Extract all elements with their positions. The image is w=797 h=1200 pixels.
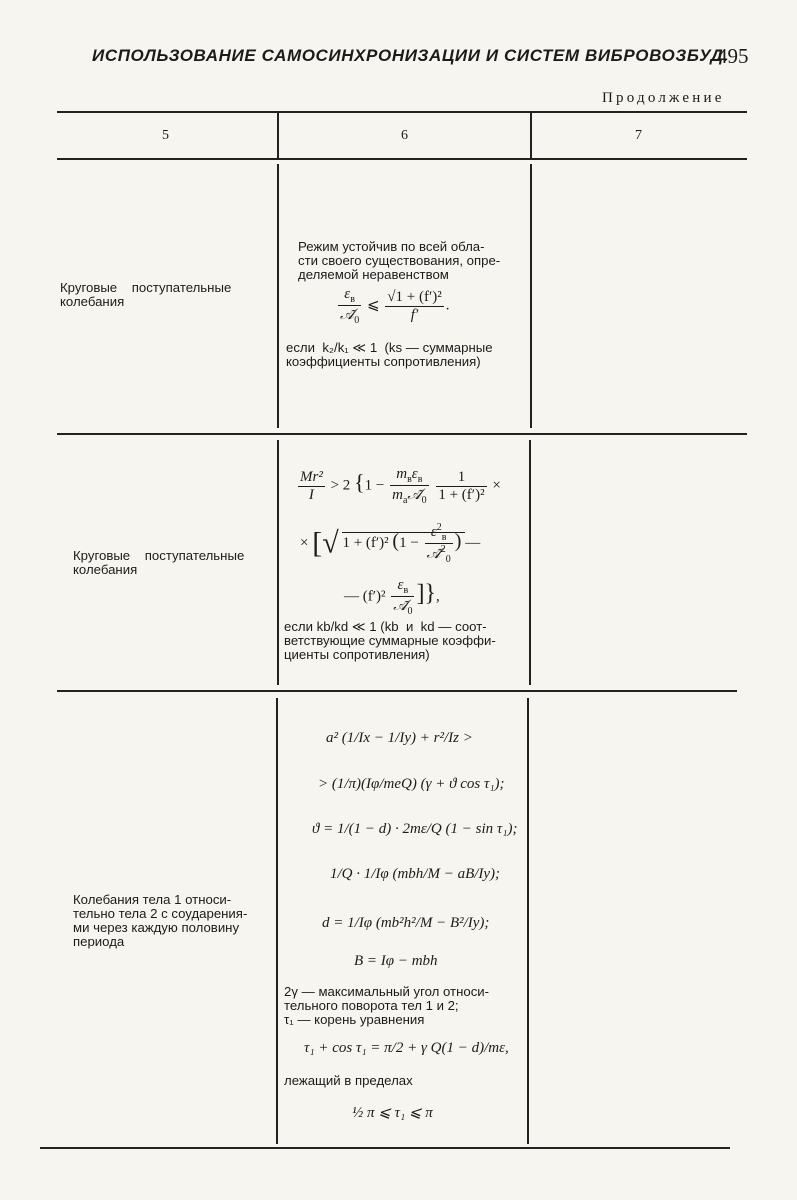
- row2-col6-note: [284, 620, 526, 662]
- a3-den-sub: 0: [407, 606, 413, 617]
- eps-over-a0-fraction: [391, 577, 414, 617]
- mv-sub: в: [407, 474, 412, 485]
- a0-sub: 0: [421, 495, 427, 506]
- row1-intro-line3: деляемой неравенством: [298, 267, 449, 282]
- row3-col5-line1: Колебания тела 1 относи-: [73, 892, 232, 907]
- row1-col5-line2: колебания: [60, 294, 125, 309]
- row2-note-line2: ветствующие суммарные коэффи-: [284, 633, 496, 648]
- comma: ,: [435, 588, 440, 605]
- eps-sub: в: [441, 532, 447, 543]
- page-number: 495: [717, 44, 749, 68]
- row1-bottom-rule: [57, 433, 747, 435]
- row3-col5-line3: ми через каждую половину: [73, 920, 240, 935]
- a-den-sup: 2: [440, 544, 446, 555]
- a-den: 𝒜̃: [426, 546, 441, 562]
- lhs-num-sub: в: [350, 294, 355, 305]
- open-brace: {: [354, 469, 365, 495]
- lhs-num: ε: [344, 286, 351, 302]
- minus-f2: — (f′)²: [344, 588, 386, 605]
- table-bottom-rule: [40, 1147, 730, 1149]
- row3-formula-2: ϑ = 1/(1 − d) · 2mε/Q (1 − sin τ₁);: [312, 821, 518, 837]
- row3-col5-line4: периода: [73, 934, 125, 949]
- row1-note-line2: коэффициенты сопротивления): [286, 354, 481, 369]
- one-plus-f2: 1 + (f′)²: [438, 486, 485, 503]
- a3-den: 𝒜̃: [393, 598, 408, 614]
- row3-formula-5: B = Iφ − mbh: [354, 953, 438, 969]
- row2-col5-line1: Круговые поступательные: [73, 548, 245, 563]
- eps2-over-a2-fraction: [425, 522, 453, 565]
- row2-col5-line2: колебания: [73, 562, 138, 577]
- one-plus-f2-inner: 1 + (f′)²: [342, 534, 389, 551]
- row3-formula-3: 1/Q · 1/Iφ (mbh/M − aB/Iy);: [330, 866, 501, 882]
- row3-note-line1: 2γ — максимальный угол относи-: [284, 984, 490, 999]
- eps-sup: 2: [436, 522, 442, 533]
- times-start: ×: [300, 534, 309, 551]
- ev-sub: в: [417, 474, 423, 485]
- open-bracket: [: [312, 526, 323, 560]
- row1-inequality: [336, 286, 450, 326]
- row3-col5-text: [73, 893, 273, 949]
- table-top-rule: [57, 111, 747, 113]
- row2-note-line3: циенты сопротивления): [284, 647, 430, 662]
- row1-note-line1: если k₂/k₁ ≪ 1 (ks — суммарные: [286, 340, 493, 355]
- mass-ratio-fraction: [390, 466, 429, 506]
- rhs-num: √1 + (f′)²: [387, 288, 442, 305]
- continuation-label: Продолжение: [602, 90, 725, 106]
- row1-col5-text: [60, 281, 274, 309]
- relation: ⩽: [366, 297, 380, 314]
- row2-bottom-rule: [57, 690, 737, 692]
- col-divider-5-6-row3: [276, 698, 278, 1144]
- col-divider-6-7-row1: [530, 164, 532, 428]
- mv: m: [396, 466, 408, 482]
- close-brackets: ]}: [416, 580, 436, 607]
- row3-formula-1b: > (1/π)(Iφ/meQ) (γ + ϑ cos τ₁);: [318, 776, 505, 792]
- row3-note-line3: τ₁ — корень уравнения: [284, 1012, 425, 1027]
- col-divider-6-7-header: [530, 112, 532, 158]
- lhs-den-sub: 0: [354, 315, 360, 326]
- row3-formula-1a: a² (1/Ix − 1/Iy) + r²/Iz >: [326, 730, 473, 746]
- open-paren: (: [392, 529, 400, 552]
- row3-note2: лежащий в пределах: [284, 1073, 413, 1088]
- ma: m: [392, 487, 403, 503]
- row1-intro-line1: Режим устойчив по всей обла-: [298, 239, 485, 254]
- col-divider-5-6-row2: [277, 440, 279, 685]
- close-paren: ): [454, 529, 462, 552]
- col-divider-6-7-row2: [529, 440, 531, 685]
- sqrt-content: [342, 522, 465, 565]
- mr2-over-i: [298, 469, 325, 504]
- row1-lhs-fraction: [338, 286, 361, 326]
- column-header-6: 6: [401, 128, 408, 143]
- row3-formula-4: d = 1/Iφ (mb²h²/M − B²/Iy);: [322, 915, 490, 931]
- ma-sub: a: [402, 495, 408, 506]
- row1-rhs-fraction: [385, 289, 443, 324]
- a0: 𝒜̃: [407, 487, 422, 503]
- row1-col6-intro: [298, 240, 528, 282]
- ev: ε: [411, 466, 418, 482]
- i-denominator: I: [308, 486, 314, 503]
- sqrt-sign: √: [322, 526, 339, 560]
- column-header-7: 7: [635, 128, 642, 143]
- one-over-f-fraction: [436, 469, 486, 504]
- row3-col6-note: [284, 985, 524, 1027]
- row3-col5-line2: тельно тела 2 с соударения-: [73, 906, 248, 921]
- row3-equation: τ₁ + cos τ₁ = π/2 + γ Q(1 − d)/mε,: [304, 1040, 509, 1056]
- row2-col5-text: [73, 549, 273, 577]
- col-divider-6-7-row3: [527, 698, 529, 1144]
- col-divider-5-6-row1: [277, 164, 279, 428]
- col-divider-5-6-header: [277, 112, 279, 158]
- row3-range: ½ π ⩽ τ₁ ⩽ π: [352, 1105, 433, 1121]
- running-head: ИСПОЛЬЗОВАНИЕ САМОСИНХРОНИЗАЦИИ И СИСТЕМ ВИБРОВОЗБУД.: [92, 46, 729, 65]
- row3-note-line2: тельного поворота тел 1 и 2;: [284, 998, 459, 1013]
- row2-formula-line3: [344, 577, 440, 617]
- row1-intro-line2: сти своего существования, опре-: [298, 253, 501, 268]
- formula-end: .: [445, 297, 450, 314]
- eps3-sub: в: [403, 585, 409, 596]
- times: ×: [492, 477, 501, 494]
- column-header-5: 5: [162, 128, 169, 143]
- gt-two: > 2: [330, 477, 351, 494]
- a-den-sub: 0: [445, 554, 451, 565]
- row1-col5-line1: Круговые поступательные: [60, 280, 232, 295]
- eps: ε: [430, 524, 437, 540]
- row2-formula-line2: [300, 522, 480, 565]
- one-minus: 1 −: [399, 534, 419, 551]
- header-bottom-rule: [57, 158, 747, 160]
- row1-col6-note: [286, 341, 528, 369]
- row2-formula-line1: $\frac{\text{Mr²}}{I}$ > 2 {1 − $\frac{m_в\varepsilon_в}{m_a𝒜̃_0}$ $\frac{1}{\text{1 + (f′)²}}$ ×: [300, 466, 501, 506]
- row2-note-line1: если kb/kd ≪ 1 (kb и kd — соот-: [284, 619, 487, 634]
- rhs-den: f′: [410, 306, 419, 323]
- mr2: Mr²: [300, 468, 323, 485]
- dash-end: —: [465, 534, 481, 551]
- lhs-den: 𝒜̃: [340, 307, 355, 323]
- eps3: ε: [397, 577, 404, 593]
- one: 1: [436, 469, 486, 487]
